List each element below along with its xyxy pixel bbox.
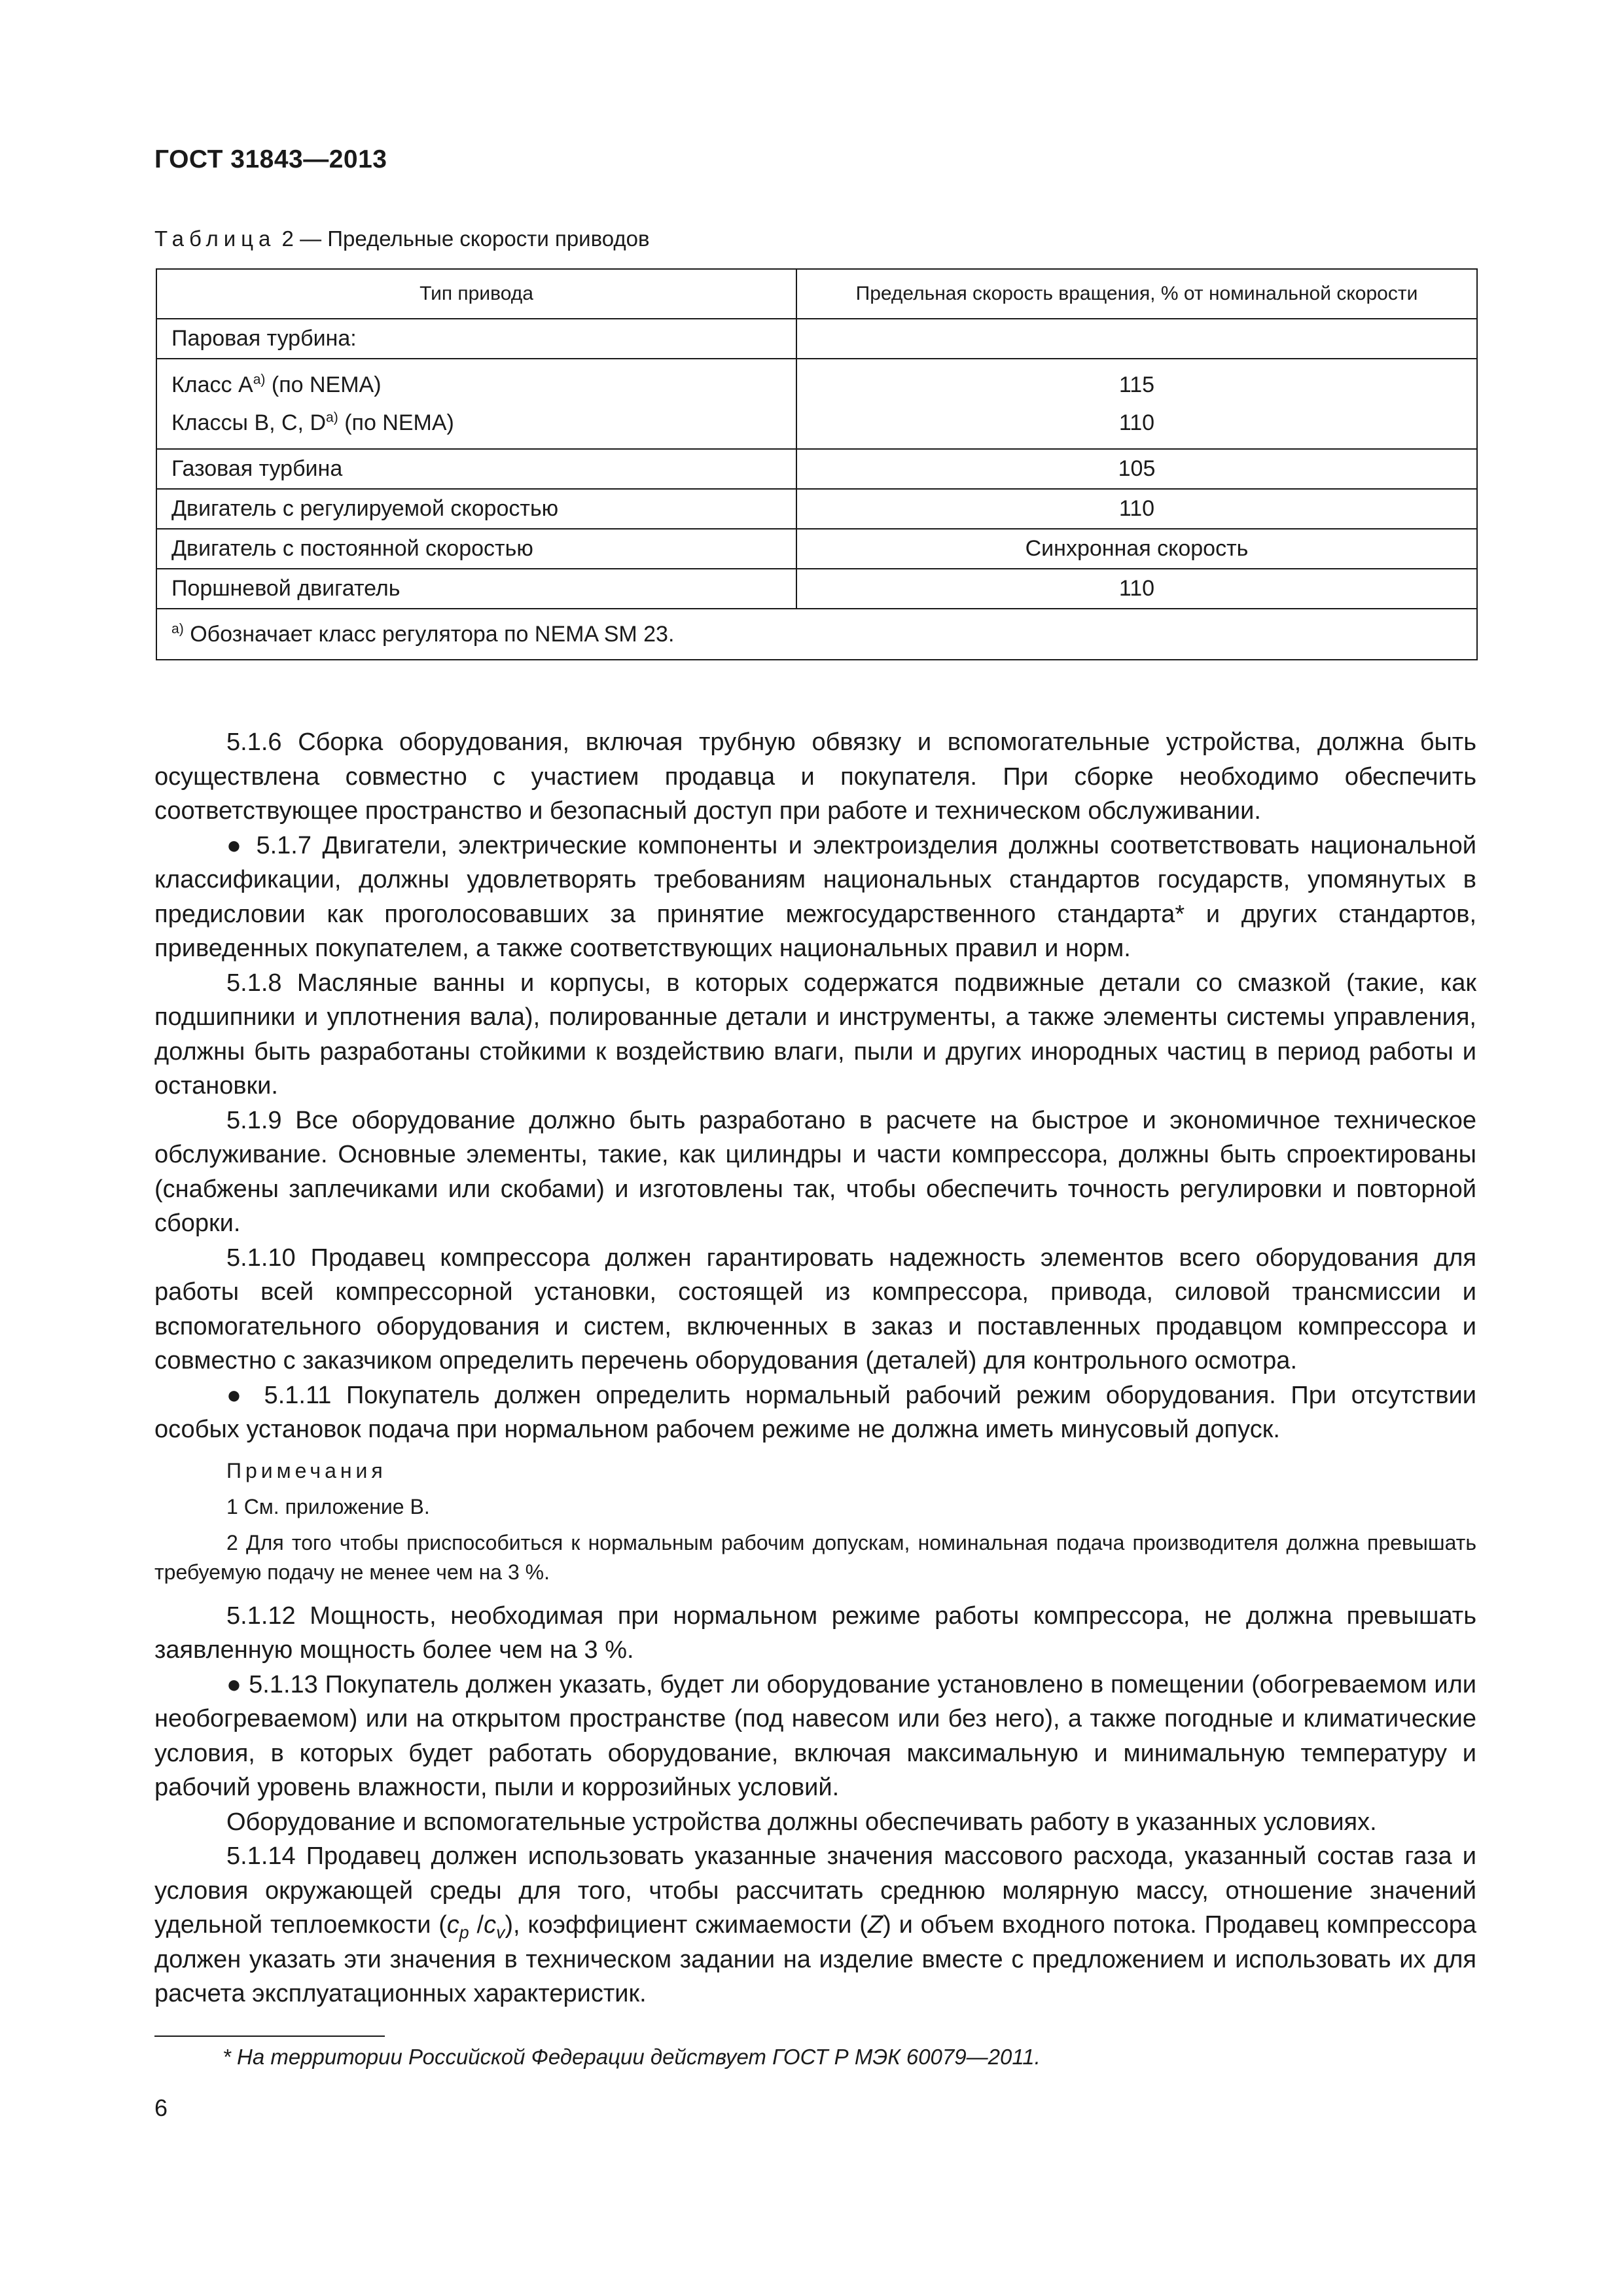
notes-block (154, 1456, 1476, 1587)
drive-type-cell (156, 359, 796, 449)
paragraph-5-1-13: ● 5.1.13 Покупатель должен указать, будет ли оборудование установлено в помещении (обогреваемом или необогреваемом) или на открытом пространстве (под навесом или без него), а также погодные и климатические условия, в которых будет работать оборудование, включая максимальную и минимальную температуру и рабочий уровень влажности, пыли и коррозийных условий. (154, 1670, 1476, 1801)
page-number: 6 (154, 2094, 168, 2121)
paragraph-5-1-13-continued: Оборудование и вспомогательные устройства должны обеспечивать работу в указанных условиях. (226, 1808, 1377, 1836)
paragraph-5-1-9: 5.1.9 Все оборудование должно быть разработано в расчете на быстрое и экономичное техническое обслуживание. Основные элементы, такие, как цилиндры и части компрессора, должны быть спроектированы (снабжены заплечиками или скобами) и изготовлены так, чтобы обеспечить точность регулировки и повторной сборки. (154, 1106, 1476, 1237)
drive-type-cell: Газовая турбина (156, 449, 796, 489)
drive-speed-limits-table (156, 268, 1478, 660)
steam-class-a: Класс $A^{а)}$ (по NEMA) (171, 372, 382, 397)
note-1: 1 См. приложение B. (226, 1494, 430, 1518)
table-row (156, 529, 1477, 569)
table-row (156, 569, 1477, 609)
table-caption-title: 2 — Предельные скорости приводов (276, 226, 650, 251)
note-2: 2 Для того чтобы приспособиться к нормальным рабочим допускам, номинальная подача производителя должна превышать требуемую подачу не менее чем на 3 %. (154, 1530, 1476, 1584)
table-row (156, 359, 1477, 449)
paragraph-5-1-14: 5.1.14 Продавец должен использовать указанные значения массового расхода, указанный состав газа и условия окружающей среды для того, чтобы рассчитать среднюю молярную массу, отношение значений удельной теплоемкости ($c_p$ $/c_v$), коэффициент сжимаемости (Z) и объем входного потока. Продавец компрессора должен указать эти значения в техническом задании на изделие вместе с предложением и использовать их для расчета эксплуатационных характеристик. (154, 1842, 1476, 2007)
page-footnote: * На территории Российской Федерации действует ГОСТ Р МЭК 60079—2011. (223, 2045, 1041, 2069)
table-row (156, 319, 1477, 359)
drive-type-cell: Двигатель с постоянной скоростью (156, 529, 796, 569)
table-row (156, 449, 1477, 489)
drive-type-cell: Двигатель с регулируемой скоростью (156, 489, 796, 529)
document-body (154, 725, 1476, 2011)
paragraph-5-1-8: 5.1.8 Масляные ванны и корпусы, в которых содержатся подвижные детали со смазкой (такие, как подшипники и уплотнения вала), полированные детали и инструменты, а также элементы системы управления, должны быть разработаны стойкими к воздействию влаги, пыли и других инородных частиц в период работы и остановки. (154, 969, 1476, 1100)
paragraph-5-1-7: ● 5.1.7 Двигатели, электрические компоненты и электроизделия должны соответствовать национальной классификации, должны удовлетворять требованиям национальных стандартов государств, упомянутых в предисловии как проголосовавших за принятие межгосударственного стандарта* и других стандартов, приведенных покупателем, а также соответствующих национальных правил и норм. (154, 831, 1476, 962)
speed-limit-cell: 110 (796, 489, 1477, 529)
table-footnote-row (156, 609, 1477, 660)
paragraph-5-1-6: 5.1.6 Сборка оборудования, включая трубную обвязку и вспомогательные устройства, должна быть осуществлена совместно с участием продавца и покупателя. При сборке необходимо обеспечить соответствующее пространство и безопасный доступ при работе и техническом обслуживании. (154, 728, 1476, 825)
table-row (156, 489, 1477, 529)
speed-limit-cell (796, 319, 1477, 359)
notes-title: Примечания (226, 1458, 387, 1482)
speed-limit-cell: 105 (796, 449, 1477, 489)
table-caption-label: Таблица (154, 226, 276, 251)
paragraph-5-1-12: 5.1.12 Мощность, необходимая при нормальном режиме работы компрессора, не должна превышать заявленную мощность более чем на 3 %. (154, 1602, 1476, 1664)
column-header-drive-type: Тип привода (156, 269, 796, 319)
steam-class-bcd: Классы B, C, $D^{а)}$ (по NEMA) (171, 410, 454, 435)
footnote-divider (154, 2036, 385, 2037)
drive-type-cell: Паровая турбина: (156, 319, 796, 359)
document-code-header: ГОСТ 31843—2013 (154, 145, 387, 173)
drive-type-cell: Поршневой двигатель (156, 569, 796, 609)
table-caption (154, 226, 650, 251)
speed-limit-cell: Синхронная скорость (796, 529, 1477, 569)
table-header-row (156, 269, 1477, 319)
paragraph-5-1-11: ● 5.1.11 Покупатель должен определить нормальный рабочий режим оборудования. При отсутствии особых установок подача при нормальном рабочем режиме не должна иметь минусовый допуск. (154, 1381, 1476, 1443)
column-header-speed-limit: Предельная скорость вращения, % от номинальной скорости (796, 269, 1477, 319)
speed-limit-cell: 110 (796, 569, 1477, 609)
table-footnote: $^{а)}$ Обозначает класс регулятора по NEMA SM 23. (156, 609, 1477, 660)
speed-limit-cell: 115 110 (796, 359, 1477, 449)
paragraph-5-1-10: 5.1.10 Продавец компрессора должен гарантировать надежность элементов всего оборудования для работы всей компрессорной установки, состоящей из компрессора, привода, силовой трансмиссии и вспомогательного оборудования и систем, включенных в заказ и поставленных продавцом компрессора и совместно с заказчиком определить перечень оборудования (деталей) для контрольного осмотра. (154, 1244, 1476, 1374)
